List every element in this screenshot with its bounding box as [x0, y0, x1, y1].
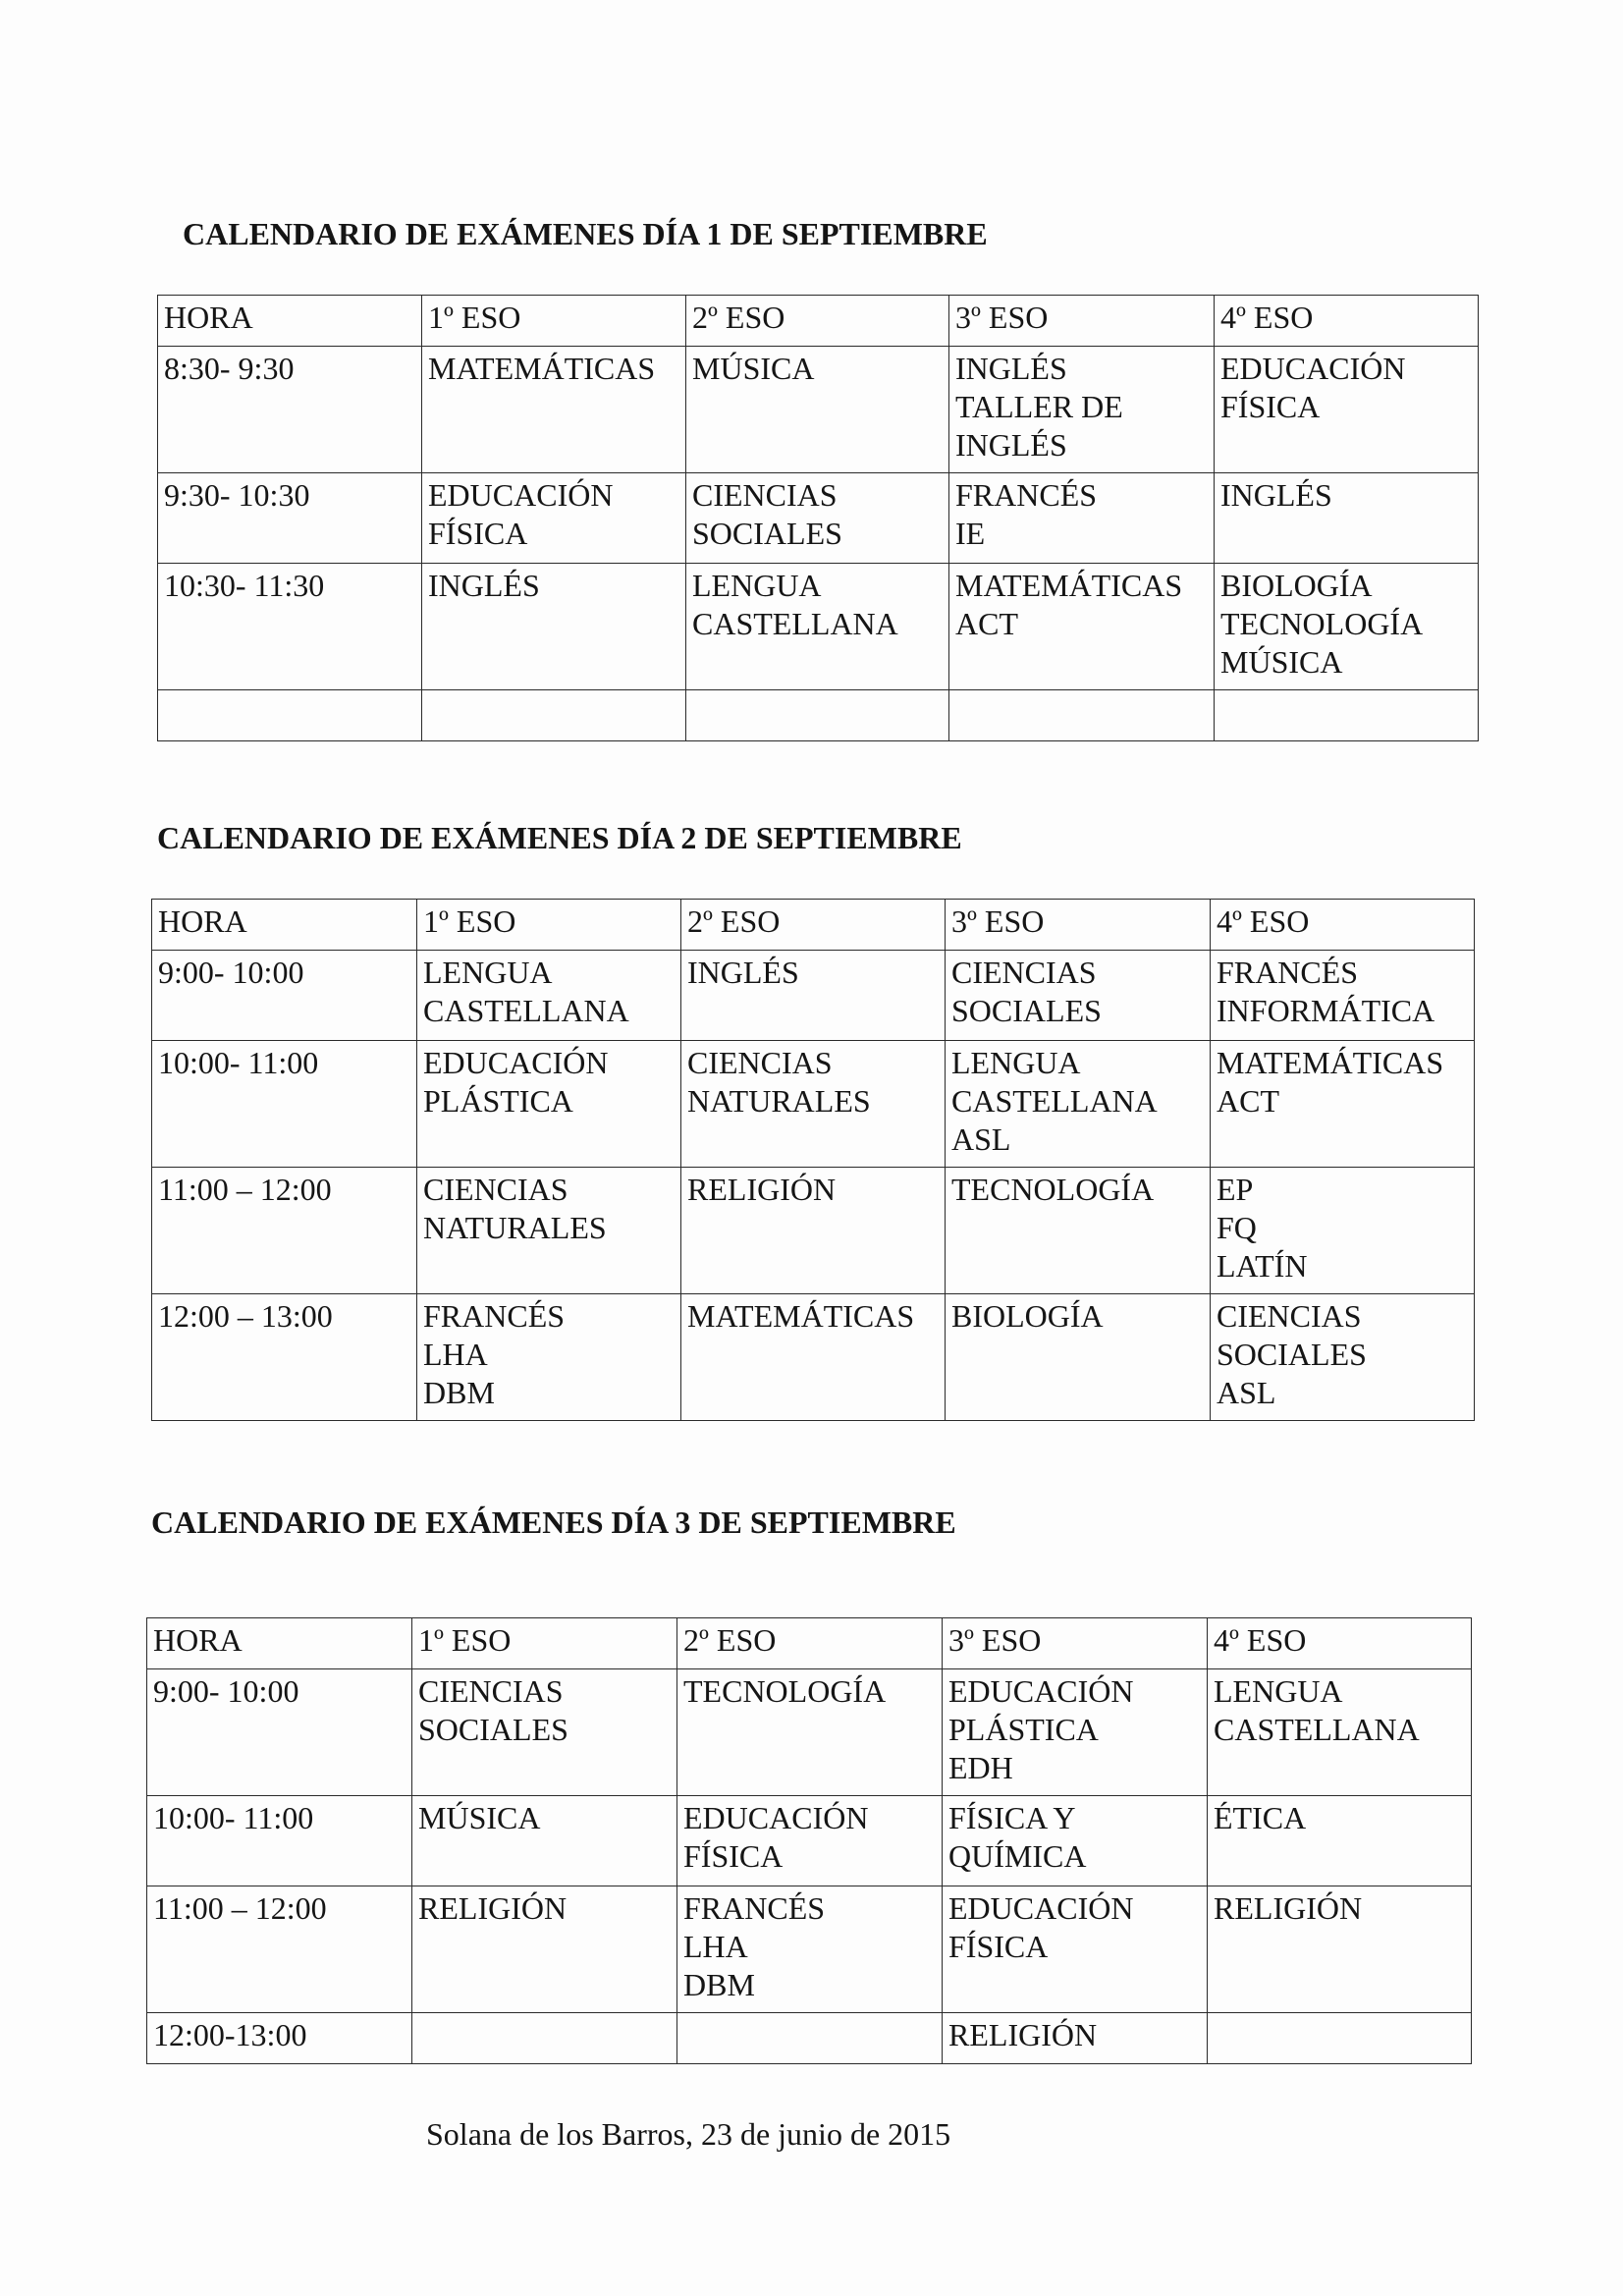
table-row — [147, 1886, 1472, 2013]
subject-name: TECNOLOGÍA — [683, 1673, 887, 1709]
subject-name: LHA — [683, 1929, 748, 1964]
subject-cell — [943, 1796, 1208, 1886]
subject-name: FRANCÉS — [423, 1298, 566, 1334]
subject-cell — [1211, 1041, 1475, 1168]
subject-name: EDH — [948, 1750, 1013, 1785]
subject-cell — [677, 1796, 943, 1886]
subject-cell — [422, 690, 686, 741]
subject-cell — [417, 951, 681, 1041]
subject-cell — [943, 1886, 1208, 2013]
subject-name: EP — [1217, 1172, 1254, 1207]
header-course: 3º ESO — [949, 296, 1215, 347]
subject-name: RELIGIÓN — [687, 1172, 837, 1207]
subject-name: TECNOLOGÍA — [1220, 606, 1424, 641]
subject-name: MATEMÁTICAS — [955, 568, 1183, 603]
subject-name: BIOLOGÍA — [951, 1298, 1104, 1334]
subject-cell — [1215, 473, 1479, 564]
subject-name: EDUCACIÓN — [948, 1890, 1134, 1926]
subject-cell — [686, 690, 949, 741]
subject-cell — [1215, 564, 1479, 690]
time-cell — [152, 1041, 417, 1168]
time-cell — [158, 564, 422, 690]
subject-name: CIENCIAS — [1217, 1298, 1362, 1334]
time-slot: 12:00 – 13:00 — [158, 1298, 333, 1334]
header-course: 2º ESO — [677, 1618, 943, 1669]
subject-name: TECNOLOGÍA — [951, 1172, 1155, 1207]
subject-name: LENGUA — [1214, 1673, 1343, 1709]
subject-name: CIENCIAS — [423, 1172, 568, 1207]
subject-cell — [681, 1168, 946, 1294]
day1-title: CALENDARIO DE EXÁMENES DÍA 1 DE SEPTIEMBRE — [183, 216, 988, 251]
subject-name: FRANCÉS — [1217, 955, 1359, 990]
subject-name: LATÍN — [1217, 1248, 1308, 1284]
subject-name: SOCIALES — [1217, 1337, 1367, 1372]
header-course: 4º ESO — [1211, 900, 1475, 951]
time-slot: 11:00 – 12:00 — [158, 1172, 332, 1207]
subject-name: SOCIALES — [692, 516, 842, 551]
subject-name: INGLÉS — [428, 568, 540, 603]
table-row — [152, 951, 1475, 1041]
subject-name: CASTELLANA — [692, 606, 898, 641]
subject-name: ÉTICA — [1214, 1800, 1307, 1835]
subject-cell — [412, 1669, 677, 1796]
header-hora: HORA — [147, 1618, 412, 1669]
subject-name: INFORMÁTICA — [1217, 993, 1435, 1028]
table-row — [158, 347, 1479, 473]
subject-name: CIENCIAS — [951, 955, 1097, 990]
header-course: 2º ESO — [681, 900, 946, 951]
time-cell — [158, 347, 422, 473]
subject-cell — [946, 1294, 1211, 1421]
header-course: 4º ESO — [1215, 296, 1479, 347]
header-course: 3º ESO — [943, 1618, 1208, 1669]
subject-name: RELIGIÓN — [418, 1890, 568, 1926]
subject-name: INGLÉS — [955, 427, 1067, 463]
subject-cell — [417, 1041, 681, 1168]
subject-name: FQ — [1217, 1210, 1257, 1245]
subject-name: ACT — [1217, 1083, 1279, 1119]
time-cell — [152, 1294, 417, 1421]
header-hora: HORA — [152, 900, 417, 951]
time-cell — [158, 473, 422, 564]
day3-title: CALENDARIO DE EXÁMENES DÍA 3 DE SEPTIEMBRE — [151, 1504, 956, 1540]
subject-cell — [1208, 1796, 1472, 1886]
table-row — [158, 690, 1479, 741]
subject-cell — [949, 690, 1215, 741]
table-row — [158, 473, 1479, 564]
day2-schedule-table — [151, 899, 1475, 1421]
subject-name: FÍSICA Y — [948, 1800, 1076, 1835]
subject-cell — [946, 951, 1211, 1041]
subject-name: MATEMÁTICAS — [1217, 1045, 1444, 1080]
subject-name: ASL — [951, 1121, 1011, 1157]
day3-schedule-table — [146, 1617, 1472, 2064]
table-row — [147, 1669, 1472, 1796]
subject-name: DBM — [423, 1375, 495, 1410]
subject-name: MATEMÁTICAS — [428, 351, 656, 386]
subject-cell — [417, 1168, 681, 1294]
subject-cell — [412, 1886, 677, 2013]
header-course: 2º ESO — [686, 296, 949, 347]
subject-cell — [1215, 690, 1479, 741]
subject-name: PLÁSTICA — [948, 1712, 1099, 1747]
time-slot: 10:00- 11:00 — [158, 1045, 319, 1080]
subject-cell — [946, 1168, 1211, 1294]
subject-name: RELIGIÓN — [948, 2017, 1098, 2052]
time-slot: 9:00- 10:00 — [153, 1673, 299, 1709]
subject-name: INGLÉS — [687, 955, 799, 990]
subject-cell — [1211, 1168, 1475, 1294]
subject-cell — [1215, 347, 1479, 473]
subject-cell — [417, 1294, 681, 1421]
header-course: 1º ESO — [422, 296, 686, 347]
footer-place-date: Solana de los Barros, 23 de junio de 2015 — [426, 2116, 951, 2152]
subject-name: EDUCACIÓN — [428, 477, 614, 513]
subject-name: PLÁSTICA — [423, 1083, 573, 1119]
subject-cell — [681, 1294, 946, 1421]
time-slot: 9:00- 10:00 — [158, 955, 304, 990]
subject-cell — [949, 473, 1215, 564]
header-row — [158, 296, 1479, 347]
time-cell — [158, 690, 422, 741]
subject-cell — [949, 564, 1215, 690]
subject-name: CASTELLANA — [951, 1083, 1158, 1119]
subject-name: EDUCACIÓN — [1220, 351, 1406, 386]
subject-cell — [677, 1669, 943, 1796]
time-slot: 8:30- 9:30 — [164, 351, 295, 386]
subject-name: INGLÉS — [955, 351, 1067, 386]
subject-name: FÍSICA — [948, 1929, 1049, 1964]
time-cell — [147, 1669, 412, 1796]
subject-cell — [1208, 1669, 1472, 1796]
time-cell — [147, 1796, 412, 1886]
time-slot: 11:00 – 12:00 — [153, 1890, 327, 1926]
subject-cell — [686, 347, 949, 473]
time-slot: 12:00-13:00 — [153, 2017, 307, 2052]
subject-name: INGLÉS — [1220, 477, 1332, 513]
subject-name: CIENCIAS — [418, 1673, 564, 1709]
time-slot: 10:00- 11:00 — [153, 1800, 314, 1835]
subject-cell — [1211, 1294, 1475, 1421]
subject-cell — [422, 473, 686, 564]
subject-name: FRANCÉS — [955, 477, 1098, 513]
subject-name: FÍSICA — [683, 1838, 784, 1874]
subject-name: CIENCIAS — [692, 477, 838, 513]
table-row — [158, 564, 1479, 690]
subject-name: MÚSICA — [418, 1800, 541, 1835]
subject-name: LENGUA — [951, 1045, 1081, 1080]
subject-cell — [412, 1796, 677, 1886]
subject-cell — [422, 564, 686, 690]
header-course: 1º ESO — [412, 1618, 677, 1669]
subject-name: NATURALES — [687, 1083, 871, 1119]
table-row — [147, 2013, 1472, 2064]
header-row — [152, 900, 1475, 951]
subject-name: SOCIALES — [418, 1712, 568, 1747]
subject-name: FRANCÉS — [683, 1890, 826, 1926]
subject-name: IE — [955, 516, 986, 551]
subject-cell — [943, 2013, 1208, 2064]
subject-name: QUÍMICA — [948, 1838, 1087, 1874]
subject-cell — [681, 951, 946, 1041]
day1-schedule-table — [157, 295, 1479, 741]
subject-name: LENGUA — [423, 955, 553, 990]
subject-name: MATEMÁTICAS — [687, 1298, 915, 1334]
subject-cell — [677, 1886, 943, 2013]
subject-name: MÚSICA — [1220, 644, 1343, 680]
subject-name: CIENCIAS — [687, 1045, 833, 1080]
header-hora: HORA — [158, 296, 422, 347]
subject-name: EDUCACIÓN — [948, 1673, 1134, 1709]
subject-cell — [1208, 2013, 1472, 2064]
table-row — [152, 1168, 1475, 1294]
subject-cell — [422, 347, 686, 473]
subject-cell — [686, 564, 949, 690]
header-course: 4º ESO — [1208, 1618, 1472, 1669]
table-row — [152, 1294, 1475, 1421]
time-cell — [152, 1168, 417, 1294]
time-cell — [152, 951, 417, 1041]
subject-name: CASTELLANA — [1214, 1712, 1420, 1747]
time-slot: 9:30- 10:30 — [164, 477, 310, 513]
header-course: 3º ESO — [946, 900, 1211, 951]
subject-cell — [943, 1669, 1208, 1796]
subject-name: BIOLOGÍA — [1220, 568, 1373, 603]
subject-name: ASL — [1217, 1375, 1276, 1410]
subject-name: SOCIALES — [951, 993, 1102, 1028]
subject-cell — [1208, 1886, 1472, 2013]
subject-cell — [412, 2013, 677, 2064]
time-cell — [147, 2013, 412, 2064]
subject-name: FÍSICA — [428, 516, 528, 551]
time-slot: 10:30- 11:30 — [164, 568, 325, 603]
table-row — [147, 1796, 1472, 1886]
subject-cell — [1211, 951, 1475, 1041]
subject-cell — [686, 473, 949, 564]
day2-title: CALENDARIO DE EXÁMENES DÍA 2 DE SEPTIEMBRE — [157, 820, 962, 855]
subject-name: RELIGIÓN — [1214, 1890, 1363, 1926]
subject-name: NATURALES — [423, 1210, 607, 1245]
subject-name: MÚSICA — [692, 351, 815, 386]
subject-cell — [949, 347, 1215, 473]
subject-name: TALLER DE — [955, 389, 1123, 424]
subject-cell — [681, 1041, 946, 1168]
subject-cell — [946, 1041, 1211, 1168]
header-course: 1º ESO — [417, 900, 681, 951]
table-row — [152, 1041, 1475, 1168]
subject-name: LHA — [423, 1337, 488, 1372]
subject-name: EDUCACIÓN — [683, 1800, 869, 1835]
subject-name: FÍSICA — [1220, 389, 1321, 424]
header-row — [147, 1618, 1472, 1669]
subject-name: DBM — [683, 1967, 755, 2002]
subject-name: ACT — [955, 606, 1018, 641]
subject-name: CASTELLANA — [423, 993, 629, 1028]
subject-cell — [677, 2013, 943, 2064]
time-cell — [147, 1886, 412, 2013]
subject-name: EDUCACIÓN — [423, 1045, 609, 1080]
subject-name: LENGUA — [692, 568, 822, 603]
